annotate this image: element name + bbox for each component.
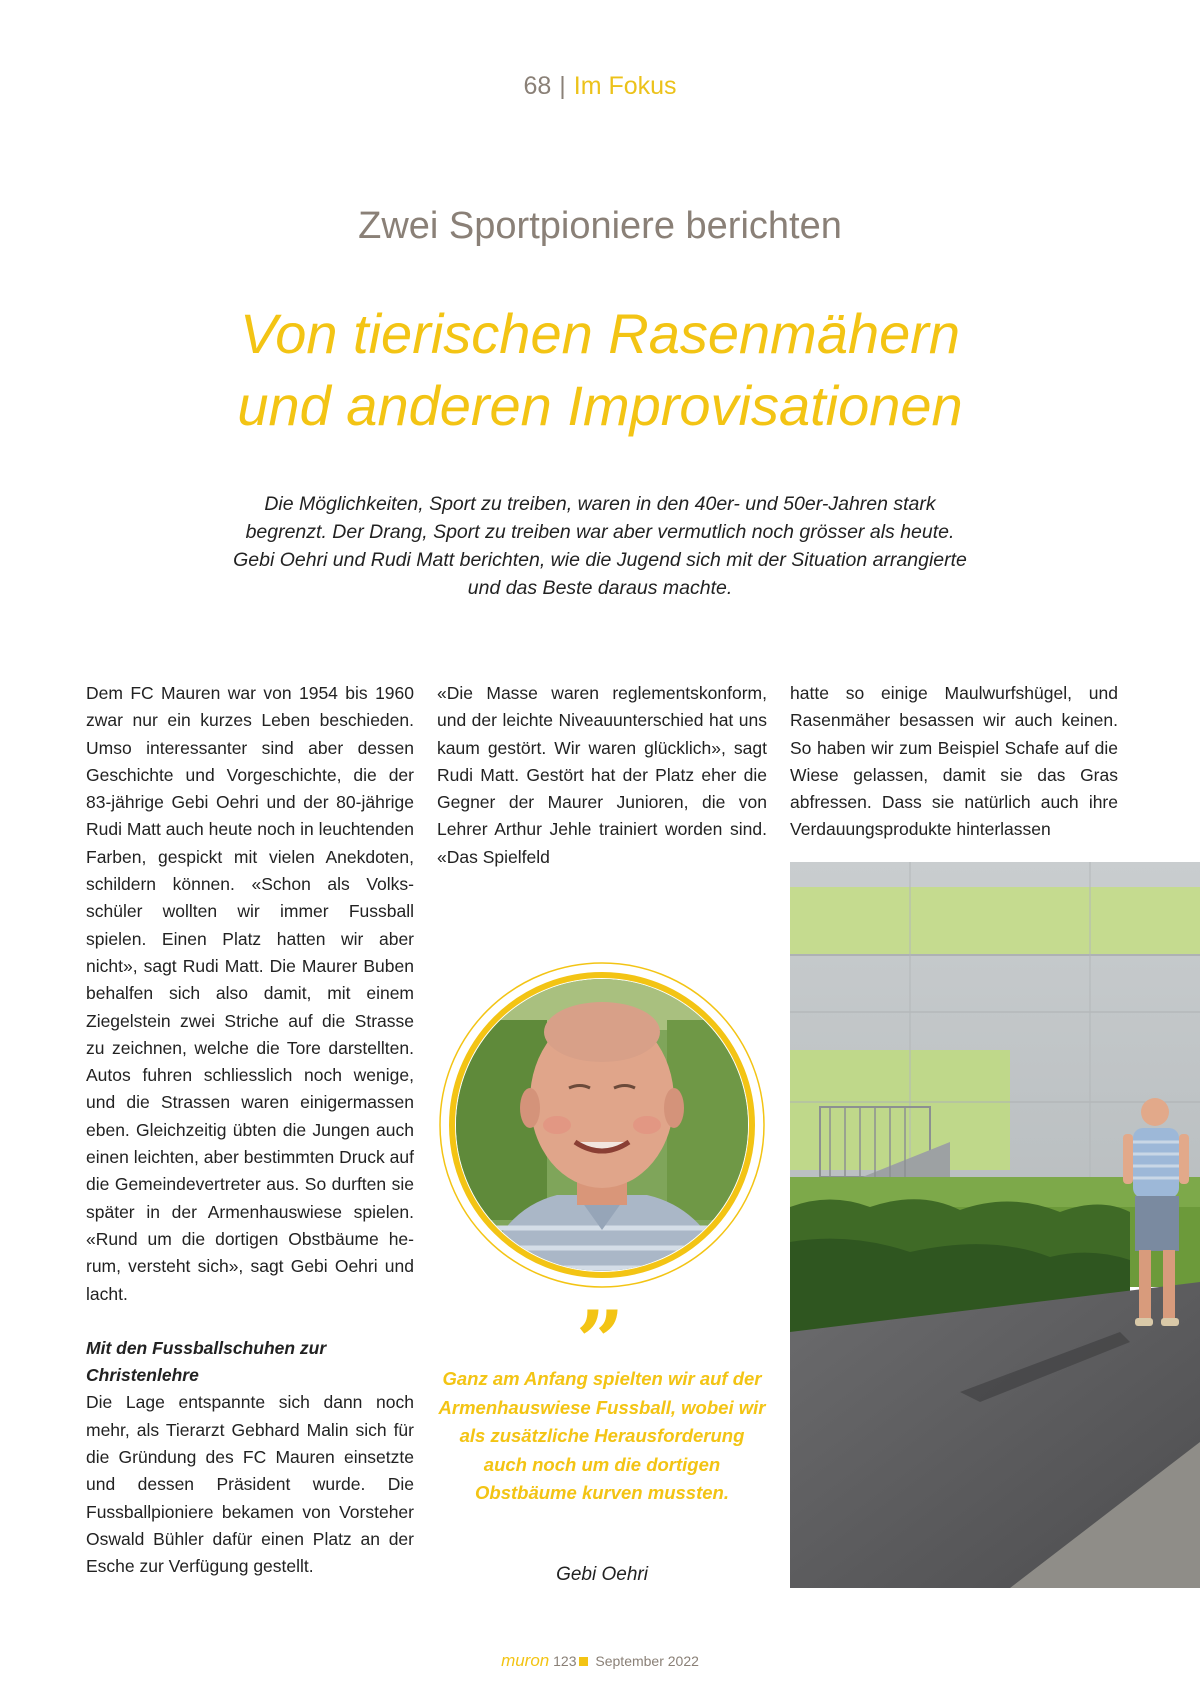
- body-column-1: [86, 680, 414, 1581]
- section-name: Im Fokus: [573, 72, 677, 100]
- page-footer: [0, 1651, 1200, 1671]
- page-header: [0, 72, 1200, 101]
- headline-line-2: und anderen Improvisationen: [237, 374, 963, 437]
- pull-quote: Ganz am Anfang spielten wir auf der Armenhauswiese Fussball, wobei wir als zusätzliche Herausforderung auch noch um die dortigen Obstbäume kurven mussten.: [438, 1368, 766, 1503]
- issue-number: 123: [553, 1653, 577, 1669]
- body-column-2: [437, 680, 767, 871]
- article-lead: Die Möglichkeiten, Sport zu treiben, waren in den 40er- und 50er-Jahren stark begrenzt. Der Drang, Sport zu treiben war aber vermutlich noch grösser als heute. Gebi Oehri und Rudi Matt berichten, wie die Jugend sich mit der Situation arrangierte und das Beste daraus machte.: [233, 493, 967, 599]
- photo-illustration: [790, 862, 1200, 1588]
- quote-author: Gebi Oehri: [556, 1564, 648, 1585]
- body-column-3: [790, 680, 1118, 844]
- header-separator: |: [559, 72, 566, 100]
- footer-square-icon: [579, 1657, 588, 1666]
- page-number: 68: [523, 72, 552, 100]
- portrait-illustration: [437, 960, 767, 1290]
- subheading: Mit den Fussballschuhen zur Christenlehre: [86, 1337, 327, 1386]
- article-headline: [0, 298, 1200, 442]
- headline-line-1: Von tierischen Rasenmähern: [239, 302, 961, 365]
- issue-date: September 2022: [595, 1653, 699, 1669]
- magazine-name: muron: [501, 1651, 550, 1670]
- body-paragraph: Die Lage entspannte sich dann noch mehr, als Tierarzt Gebhard Malin sich für die Gründung des FC Mauren einsetzte und dessen Präsident wurde. Die Fussballpioniere bekamen von Vorsteher Oswald Bühler dafür einen Platz an der Esche zur Verfügung gestellt.: [86, 1392, 414, 1577]
- quote-mark-icon: ”: [575, 1292, 625, 1391]
- article-kicker: Zwei Sportpioniere berichten: [358, 205, 842, 247]
- body-paragraph: Dem FC Mauren war von 1954 bis 1960 zwar nur ein kurzes Leben beschieden. Umso interessanter sind aber dessen Geschichte und Vorgeschichte, die der 83-jährige Gebi Oehri und der 80-jährige Rudi Matt auch heute noch in leuchtenden Farben, gespickt mit vielen Anekdoten, schildern können. «Schon als Volksschüler wollten wir immer Fussball spielen. Einen Platz hatten wir aber nicht», sagt Rudi Matt. Die Maurer Buben behalfen sich also damit, mit einem Ziegelstein zwei Striche auf die Strasse zu zeichnen, welche die Tore darstellten. Autos fuhren schliesslich noch wenige, und die Strassen waren einigermassen eben. Gleichzeitig übten die Jungen auch einen leichten, aber bestimmten Druck auf die Gemeindevertreter aus. So durften sie später in der Armenhauswiese spielen. «Rund um die dortigen Obstbäume herum, versteht sich», sagt Gebi Oehri und lacht.: [86, 683, 414, 1304]
- portrait-gebi-oehri: [437, 960, 767, 1290]
- body-paragraph: «Die Masse waren reglementskonform, und der leichte Niveauunterschied hat uns kaum gestört. Wir waren glücklich», sagt Rudi Matt. Gestört hat der Platz eher die Gegner der Maurer Junioren, die von Lehrer Arthur Jehle trainiert worden sind. «Das Spielfeld: [437, 683, 767, 867]
- photo-man-standing: [790, 862, 1200, 1588]
- body-paragraph: hatte so einige Maulwurfshügel, und Rasenmäher besassen wir auch keinen. So haben wir zum Beispiel Schafe auf die Wiese gelassen, damit sie das Gras abfressen. Dass sie natürlich auch ihre Verdauungsprodukte hinterlassen: [790, 683, 1118, 840]
